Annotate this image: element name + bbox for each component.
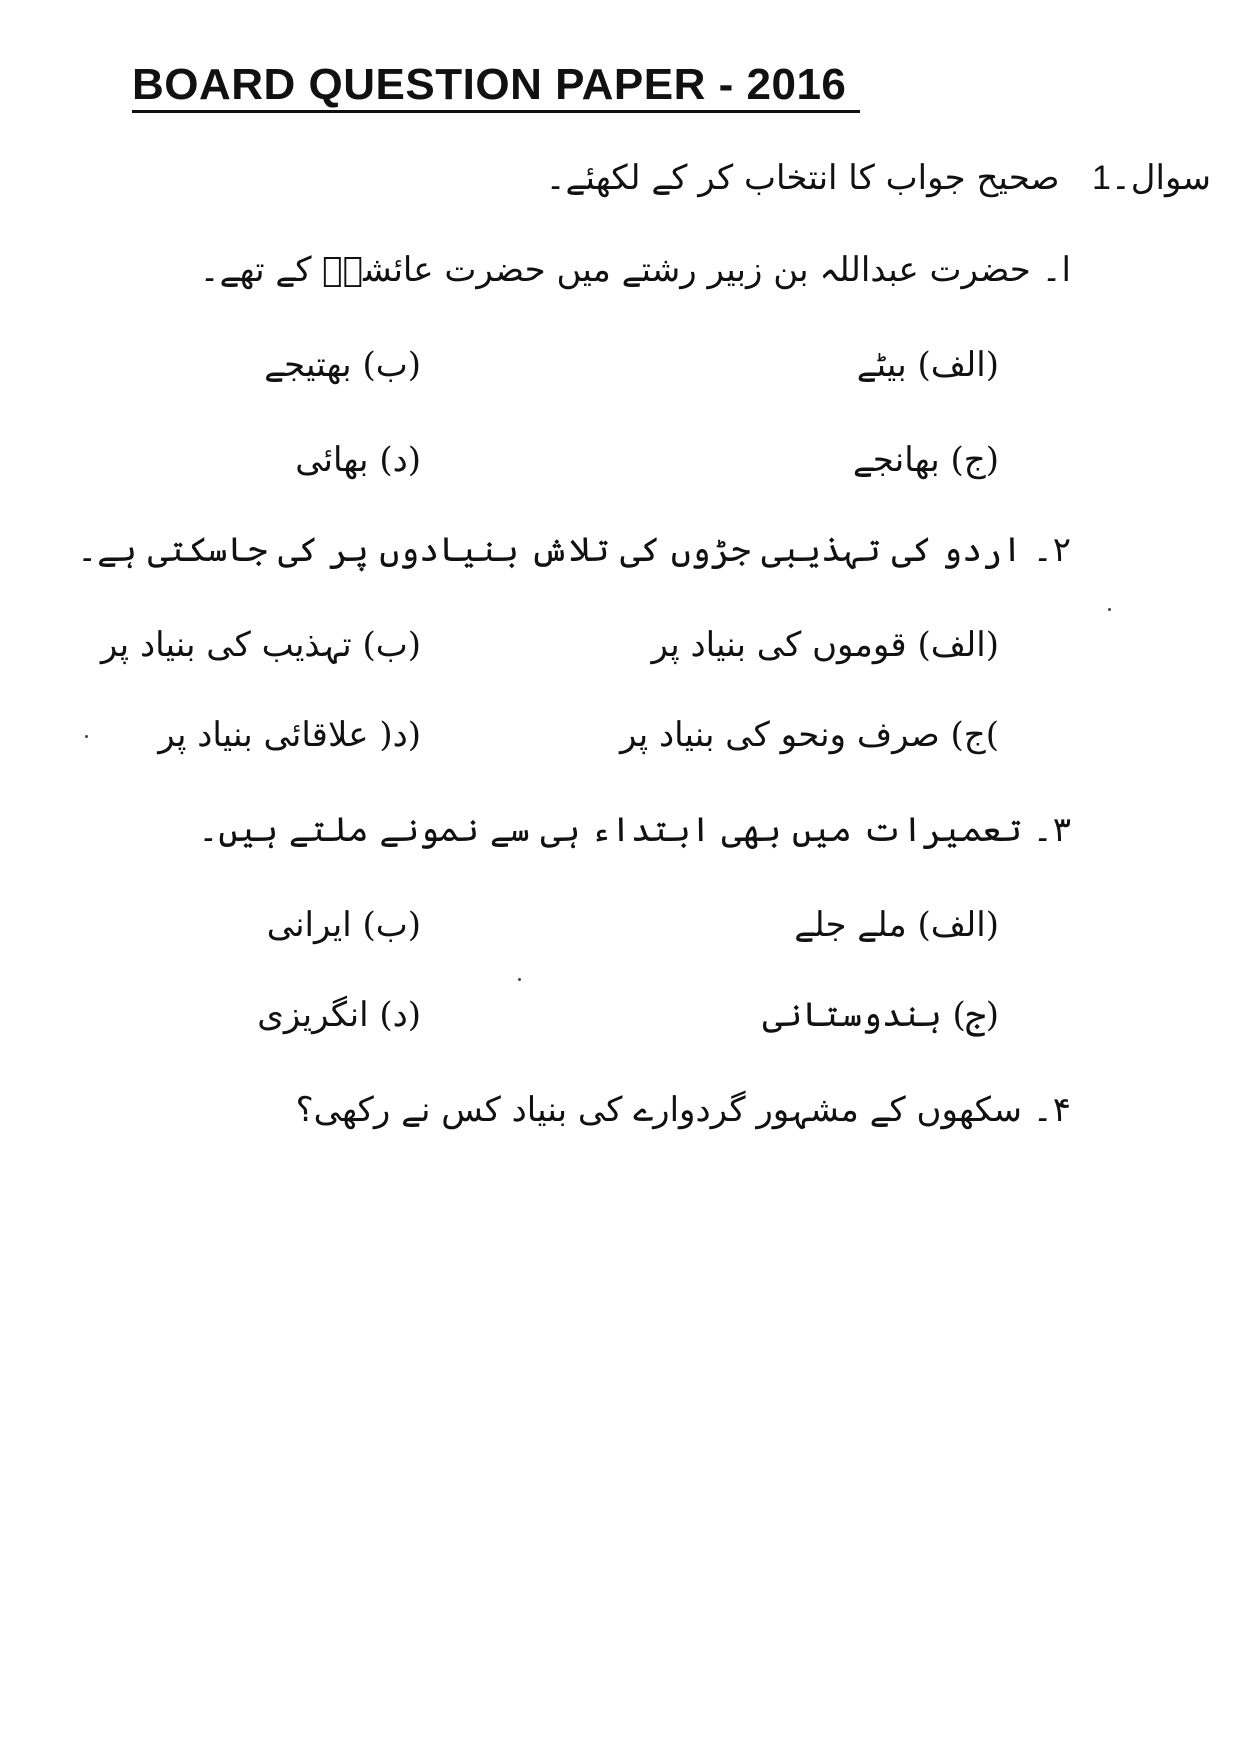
q2-option-alif: (الف) قوموں کی بنیاد پر <box>651 625 999 665</box>
section-label: سوال۔ <box>1110 158 1211 198</box>
q1-option-bay: (ب) بھتیجے <box>264 345 421 385</box>
q3-option-bay: (ب) ایرانی <box>266 905 421 945</box>
paper-title: BOARD QUESTION PAPER - 2016 <box>132 60 847 109</box>
scan-speck <box>85 735 88 738</box>
section-number: 1 <box>1091 159 1111 197</box>
q3-option-jeem: (ج) ہندوستانی <box>762 995 999 1035</box>
q1-option-jeem: (ج) بھانجے <box>852 440 999 480</box>
section-heading <box>546 158 1211 199</box>
question-2: ۲۔ اردو کی تہذیبی جڑوں کی تلاش بنیادوں پر کی جاسکتی ہے۔ <box>77 530 1071 570</box>
scan-speck <box>1108 608 1111 611</box>
q2-option-jeem: )ج) صرف ونحو کی بنیاد پر <box>619 715 999 755</box>
question-4: ۴۔ سکھوں کے مشہور گردوارے کی بنیاد کس نے رکھی؟ <box>295 1090 1071 1130</box>
question-1: ا۔ حضرت عبداللہ بن زبیر رشتے میں حضرت عائشہؓ کے تھے۔ <box>199 250 1071 290</box>
q1-option-daal: (د) بھائی <box>295 440 421 480</box>
q2-option-bay: (ب) تہذیب کی بنیاد پر <box>100 625 421 665</box>
q1-option-alif: (الف) بیٹے <box>856 345 999 385</box>
q3-option-alif: (الف) ملے جلے <box>794 905 999 945</box>
q3-option-daal: (د) انگریزی <box>257 995 421 1035</box>
section-instruction: صحیح جواب کا انتخاب کر کے لکھئے۔ <box>545 158 1060 198</box>
title-underline <box>132 110 860 113</box>
scan-speck <box>518 978 521 981</box>
question-3: ۳۔ تعمیرات میں بھی ابتداء ہی سے نمونے ملتے ہیں۔ <box>198 810 1071 850</box>
q2-option-daal: (د( علاقائی بنیاد پر <box>158 715 421 755</box>
